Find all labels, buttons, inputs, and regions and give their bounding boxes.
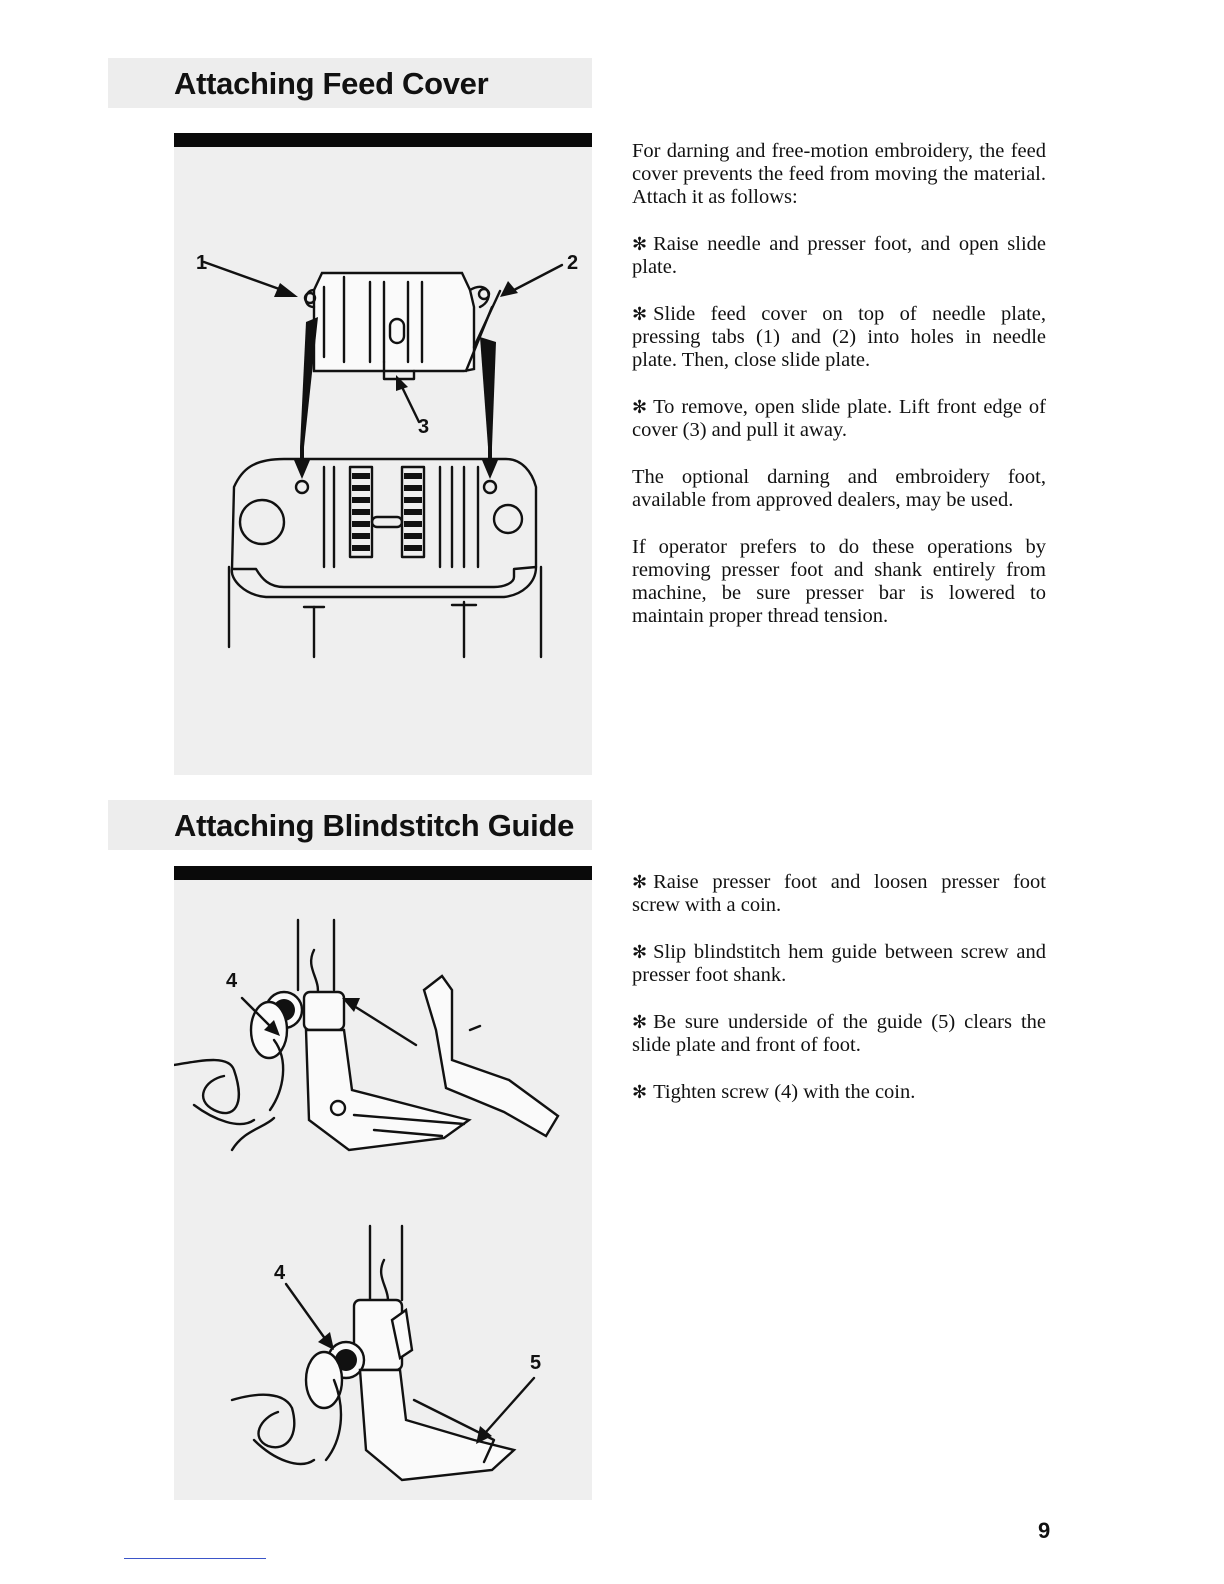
paragraph: ✻ Be sure underside of the guide (5) clears the slide plate and front of foot.: [632, 1011, 1046, 1056]
asterisk-icon: ✻: [632, 234, 648, 255]
asterisk-icon: ✻: [632, 397, 648, 418]
asterisk-icon: ✻: [632, 872, 648, 893]
asterisk-icon: ✻: [632, 304, 648, 325]
paragraph: ✻ Tighten screw (4) with the coin.: [632, 1081, 916, 1103]
paragraph: ✻ Slip blindstitch hem guide between screw and presser foot shank.: [632, 941, 1046, 986]
section-title: Attaching Feed Cover: [174, 66, 489, 101]
instructions-text: [632, 871, 1046, 1128]
section-rule: [174, 133, 592, 147]
paragraph: ✻ Raise presser foot and loosen presser foot screw with a coin.: [632, 871, 1046, 916]
footer-link-underline: [124, 1558, 266, 1559]
paragraph: For darning and free-motion embroidery, the feed cover prevents the feed from moving the material. Attach it as follows:: [632, 140, 1046, 208]
figure-label: 3: [418, 416, 430, 438]
paragraph: ✻ Slide feed cover on top of needle plate, pressing tabs (1) and (2) into holes in needle plate. Then, close slide plate.: [632, 303, 1046, 371]
feed-cover-illustration: [174, 147, 592, 775]
asterisk-icon: ✻: [632, 1082, 648, 1103]
section-title: Attaching Blindstitch Guide: [174, 808, 575, 843]
page-number: 9: [1038, 1518, 1051, 1543]
section-rule: [174, 866, 592, 880]
paragraph: The optional darning and embroidery foot, available from approved dealers, may be used.: [632, 466, 1046, 511]
figure-label: 2: [567, 252, 579, 274]
paragraph: ✻ To remove, open slide plate. Lift front edge of cover (3) and pull it away.: [632, 396, 1046, 441]
paragraph: If operator prefers to do these operations by removing presser foot and shank entirely from machine, be sure presser bar is lowered to maintain proper thread tension.: [632, 536, 1046, 627]
figure-label: 4: [274, 1262, 286, 1284]
figure-label: 5: [530, 1352, 542, 1374]
asterisk-icon: ✻: [632, 942, 648, 963]
asterisk-icon: ✻: [632, 1012, 648, 1033]
paragraph: ✻ Raise needle and presser foot, and open slide plate.: [632, 233, 1046, 278]
figure-label: 1: [196, 252, 208, 274]
instructions-text: [632, 140, 1046, 652]
figure-label: 4: [226, 970, 238, 992]
